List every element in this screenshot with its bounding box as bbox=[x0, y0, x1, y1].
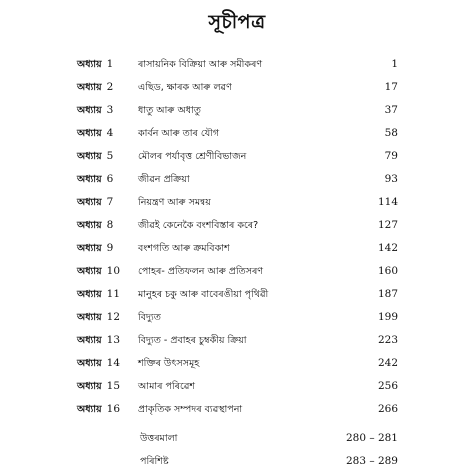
toc-row bbox=[0, 308, 474, 331]
chapter-label: অধ্যায় 11 bbox=[77, 288, 121, 300]
chapter-title: প্ৰাকৃতিক সম্পদৰ ব্যৱস্থাপনা bbox=[138, 404, 243, 415]
toc-row bbox=[0, 354, 474, 377]
chapter-label: অধ্যায় 7 bbox=[77, 196, 114, 208]
chapter-page: 160 bbox=[377, 265, 398, 277]
chapter-label: অধ্যায় 2 bbox=[77, 81, 114, 93]
chapter-page: 242 bbox=[377, 357, 398, 369]
chapter-title: শক্তিৰ উৎসসমূহ bbox=[138, 358, 200, 369]
chapter-title: বিদ্যুত bbox=[138, 312, 161, 323]
chapter-page: 127 bbox=[377, 219, 398, 231]
chapter-label: অধ্যায় 10 bbox=[77, 265, 121, 277]
chapter-title: মানুহৰ চকু আৰু বাবেৰঙীয়া পৃথিৱী bbox=[138, 289, 269, 300]
toc-row bbox=[0, 400, 474, 423]
toc-row bbox=[0, 331, 474, 354]
toc-row bbox=[0, 216, 474, 239]
chapter-label: অধ্যায় 15 bbox=[77, 380, 121, 392]
chapter-title: নিয়ন্ত্ৰণ আৰু সমন্বয় bbox=[138, 197, 211, 208]
table-of-contents bbox=[0, 55, 474, 475]
chapter-label: অধ্যায় 3 bbox=[77, 104, 114, 116]
toc-row bbox=[0, 124, 474, 147]
chapter-page: 79 bbox=[384, 150, 398, 162]
chapter-page: 223 bbox=[377, 334, 398, 346]
chapter-title: ধাতু আৰু অধাতু bbox=[138, 105, 201, 116]
chapter-page: 37 bbox=[384, 104, 398, 116]
chapter-label: অধ্যায় 14 bbox=[77, 357, 121, 369]
chapter-page: 187 bbox=[377, 288, 398, 300]
chapter-label: অধ্যায় 9 bbox=[77, 242, 114, 254]
toc-row bbox=[0, 193, 474, 216]
toc-row bbox=[0, 101, 474, 124]
appendix-title: পৰিশিষ্ট bbox=[140, 456, 169, 467]
appendix-title: উত্তৰমালা bbox=[140, 433, 178, 444]
chapter-page: 256 bbox=[377, 380, 398, 392]
toc-row bbox=[0, 285, 474, 308]
chapter-title: বিদ্যুত - প্ৰবাহৰ চুম্বকীয় ক্ৰিয়া bbox=[138, 335, 247, 346]
chapter-title: জীৱন প্ৰক্ৰিয়া bbox=[138, 174, 190, 185]
appendix-page: 283 – 289 bbox=[345, 455, 398, 467]
toc-row bbox=[0, 262, 474, 285]
chapter-title: আমাৰ পৰিৱেশ bbox=[138, 381, 195, 392]
chapter-page: 114 bbox=[377, 196, 398, 208]
toc-row bbox=[0, 55, 474, 78]
chapter-label: অধ্যায় 12 bbox=[77, 311, 121, 323]
toc-row bbox=[0, 147, 474, 170]
toc-row bbox=[0, 170, 474, 193]
chapter-page: 1 bbox=[391, 58, 398, 70]
chapter-label: অধ্যায় 5 bbox=[77, 150, 114, 162]
chapter-title: জীৱই কেনেকৈ বংশবিস্তাৰ কৰে? bbox=[138, 220, 259, 231]
toc-row-appendix bbox=[0, 429, 474, 452]
chapter-page: 58 bbox=[384, 127, 398, 139]
chapter-title: ৰাসায়নিক বিক্ৰিয়া আৰু সমীকৰণ bbox=[138, 59, 263, 70]
chapter-title: মৌলৰ পৰ্যাবৃত্ত শ্ৰেণীবিভাজন bbox=[138, 151, 247, 162]
toc-row bbox=[0, 78, 474, 101]
chapter-label: অধ্যায় 1 bbox=[77, 58, 114, 70]
chapter-page: 199 bbox=[377, 311, 398, 323]
toc-row bbox=[0, 239, 474, 262]
chapter-title: এছিড, ক্ষাৰক আৰু লৱণ bbox=[138, 82, 232, 93]
chapter-label: অধ্যায় 13 bbox=[77, 334, 121, 346]
chapter-title: কাৰ্বন আৰু তাৰ যৌগ bbox=[138, 128, 220, 139]
page-title: সূচীপত্ৰ bbox=[208, 11, 266, 33]
chapter-label: অধ্যায় 4 bbox=[77, 127, 114, 139]
chapter-title: বংশগতি আৰু ক্ৰমবিকাশ bbox=[138, 243, 230, 254]
chapter-page: 93 bbox=[384, 173, 398, 185]
appendix-page: 280 – 281 bbox=[345, 432, 398, 444]
chapter-title: পোহৰ- প্ৰতিফলন আৰু প্ৰতিসৰণ bbox=[138, 266, 264, 277]
chapter-page: 17 bbox=[384, 81, 398, 93]
toc-row bbox=[0, 377, 474, 400]
chapter-page: 266 bbox=[377, 403, 398, 415]
chapter-label: অধ্যায় 8 bbox=[77, 219, 114, 231]
chapter-label: অধ্যায় 16 bbox=[77, 403, 121, 415]
toc-row-appendix bbox=[0, 452, 474, 475]
chapter-label: অধ্যায় 6 bbox=[77, 173, 114, 185]
chapter-page: 142 bbox=[377, 242, 398, 254]
